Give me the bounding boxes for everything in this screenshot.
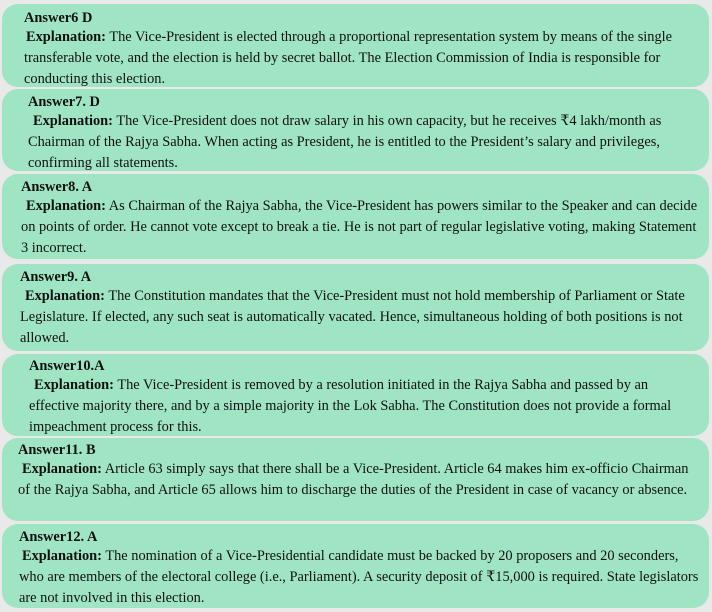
answer-explanation <box>18 459 699 501</box>
explanation-text: The Vice-President is removed by a resolution initiated in the Rajya Sabha and passed by an effective majority there, and by a simple majority in the Lok Sabha. The Constitution does not provide a formal impeachment process for this. <box>29 377 672 435</box>
answer-explanation <box>29 375 699 438</box>
answer-explanation <box>20 286 699 349</box>
explanation-label: Explanation: <box>34 377 114 393</box>
explanation-text: As Chairman of the Rajya Sabha, the Vice-President has powers similar to the Speaker and can decide on points of order. He cannot vote except to break a tie. He is not part of regular legislative voting, making Statement 3 incorrect. <box>21 198 698 256</box>
answer-explanation <box>28 111 699 174</box>
explanation-label: Explanation: <box>22 461 102 477</box>
explanation-label: Explanation: <box>22 548 102 564</box>
explanation-text: The nomination of a Vice-Presidential candidate must be backed by 20 proposers and 20 seconders, who are members of the electoral college (i.e., Parliament). A security deposit of ₹15,000 is required. State legislators are not involved in this election. <box>19 548 699 606</box>
answer-heading: Answer7. D <box>28 94 100 110</box>
explanation-label: Explanation: <box>33 113 113 129</box>
answer-heading: Answer8. A <box>21 179 93 195</box>
answer-explanation <box>21 196 699 259</box>
answer-explanation <box>24 27 699 90</box>
answer-heading: Answer9. A <box>20 269 92 285</box>
explanation-text: The Constitution mandates that the Vice-President must not hold membership of Parliament or State Legislature. If elected, any such seat is automatically vacated. Hence, simultaneous holding of both positions is not allowed. <box>20 288 685 346</box>
answer-card-8 <box>2 174 709 259</box>
explanation-label: Explanation: <box>26 198 106 214</box>
explanation-label: Explanation: <box>26 29 106 45</box>
explanation-text: The Vice-President is elected through a proportional representation system by means of the single transferable vote, and the election is held by secret ballot. The Election Commission of India is responsible for conducting this election. <box>24 29 673 87</box>
answer-heading: Answer6 D <box>24 10 93 26</box>
answer-explanation <box>19 546 699 609</box>
answer-heading: Answer11. B <box>18 442 96 458</box>
answer-card-6 <box>2 4 709 87</box>
answer-card-12 <box>2 524 709 608</box>
answer-card-7 <box>2 89 709 171</box>
answer-heading: Answer10.A <box>29 358 105 374</box>
answer-card-9 <box>2 264 709 351</box>
answer-card-11 <box>2 438 709 521</box>
explanation-text: The Vice-President does not draw salary in his own capacity, but he receives ₹4 lakh/month as Chairman of the Rajya Sabha. When acting as President, he is entitled to the President’s salary and privileges, confirming all statements. <box>28 113 662 171</box>
answer-heading: Answer12. A <box>19 529 98 545</box>
answer-card-10 <box>2 354 709 436</box>
explanation-text: Article 63 simply says that there shall be a Vice-President. Article 64 makes him ex-officio Chairman of the Rajya Sabha, and Article 65 allows him to discharge the duties of the President in case of vacancy or absence. <box>18 461 689 498</box>
explanation-label: Explanation: <box>25 288 105 304</box>
